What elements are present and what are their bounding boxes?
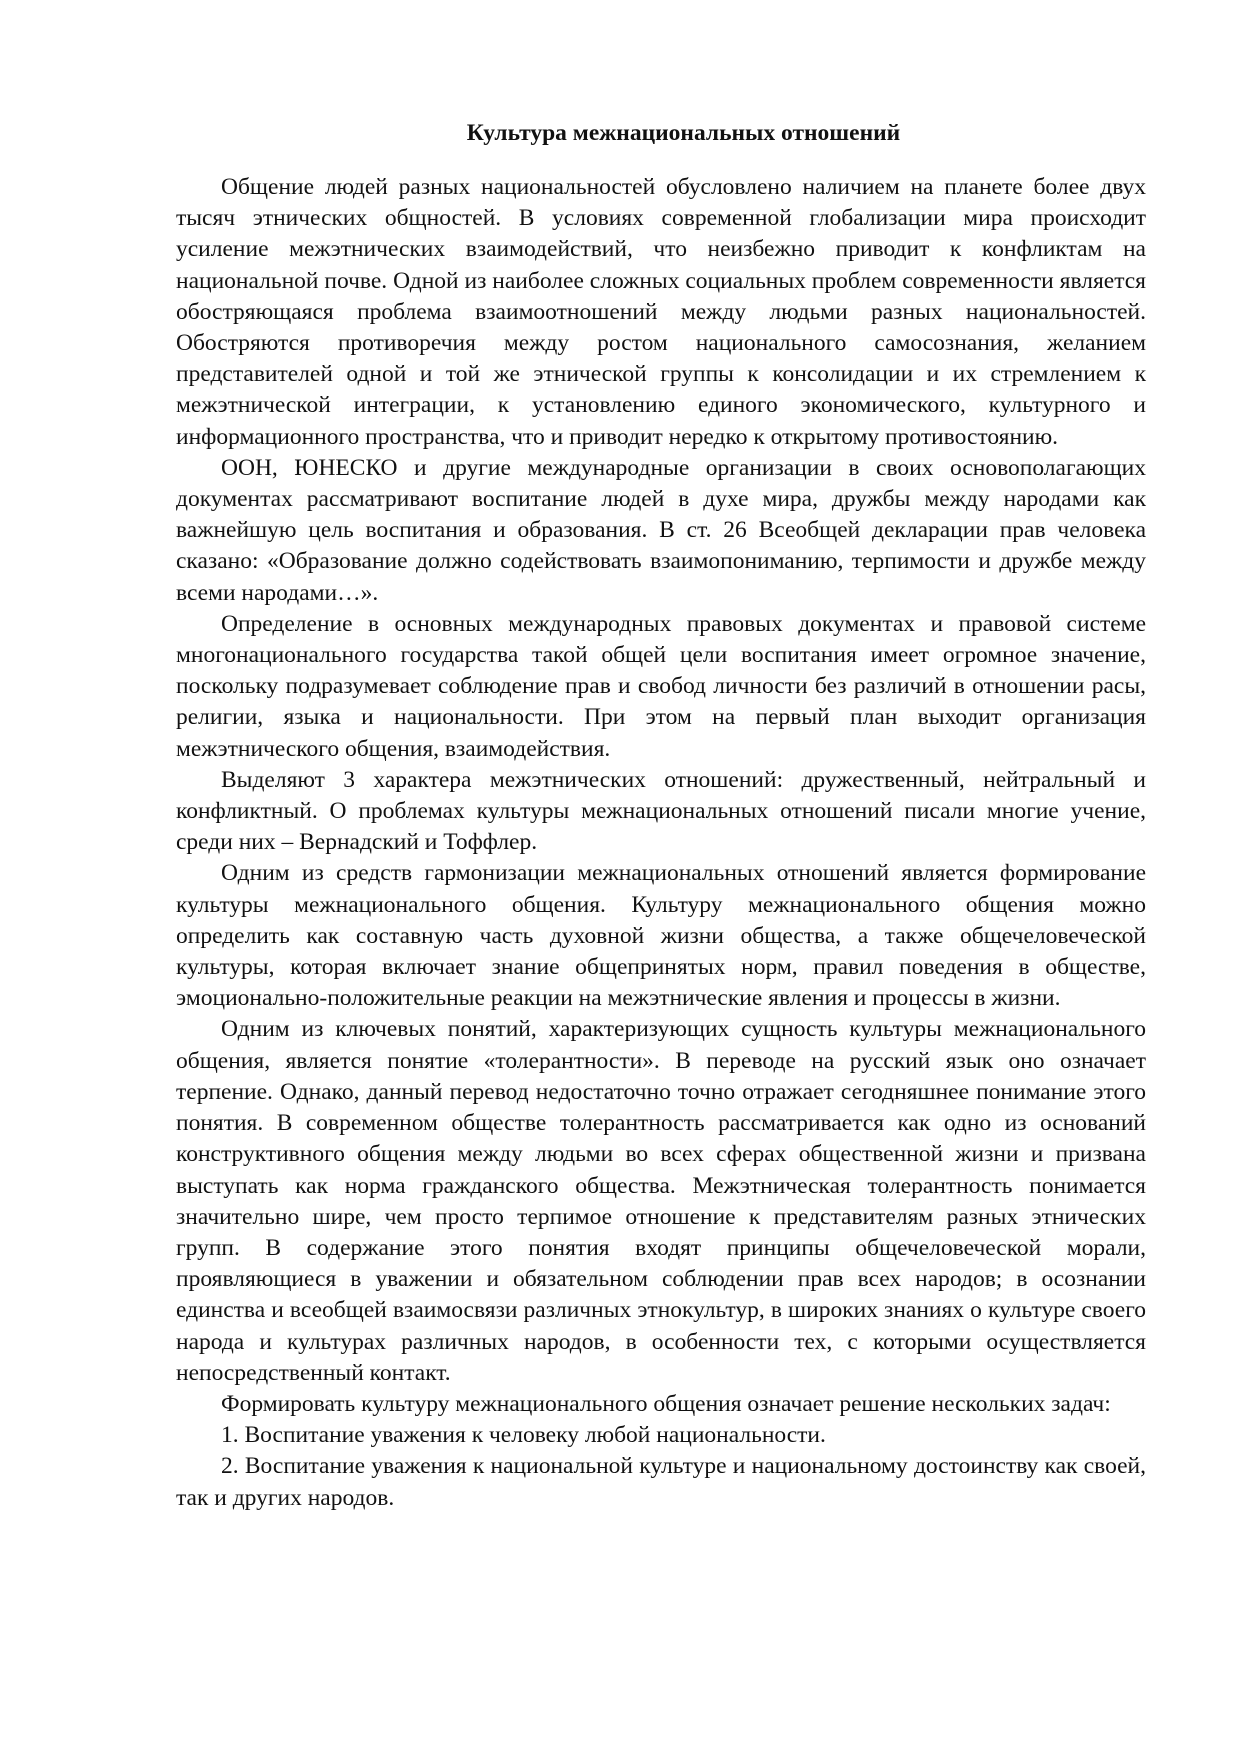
list-item-1: 1. Воспитание уважения к человеку любой национальности.	[221, 1422, 826, 1449]
paragraph-2: ООН, ЮНЕСКО и другие международные организации в своих основополагающих документах рассматривают воспитание людей в духе мира, дружбы между народами как важнейшую цель воспитания и образования. В ст. 26 Всеобщей декларации прав человека сказано: «Образование должно содействовать взаимопониманию, терпимости и дружбе между всеми народами…».	[176, 454, 1146, 606]
document-page	[176, 118, 1146, 1514]
paragraph-7: Формировать культуру межнационального общения означает решение нескольких задач:	[221, 1390, 1111, 1417]
paragraph-6: Одним из ключевых понятий, характеризующих сущность культуры межнационального общения, является понятие «толерантности». В переводе на русский язык оно означает терпение. Однако, данный перевод недостаточно точно отражает сегодняшнее понимание этого понятия. В современном обществе толерантность рассматривается как одно из оснований конструктивного общения между людьми во всех сферах общественной жизни и призвана выступать как норма гражданского общества. Межэтническая толерантность понимается значительно шире, чем просто терпимое отношение к представителям разных этнических групп. В содержание этого понятия входят принципы общечеловеческой морали, проявляющиеся в уважении и обязательном соблюдении прав всех народов; в осознании единства и всеобщей взаимосвязи различных этнокультур, в широких знаниях о культуре своего народа и культурах различных народов, в особенности тех, с которыми осуществляется непосредственный контакт.	[176, 1016, 1146, 1386]
paragraph-3: Определение в основных международных правовых документах и правовой системе многонационального государства такой общей цели воспитания имеет огромное значение, поскольку подразумевает соблюдение прав и свобод личности без различий в отношении расы, религии, языка и национальности. При этом на первый план выходит организация межэтнического общения, взаимодействия.	[176, 610, 1146, 762]
list-item-2: 2. Воспитание уважения к национальной культуре и национальному достоинству как своей, так и других народов.	[176, 1453, 1146, 1511]
paragraph-4: Выделяют 3 характера межэтнических отношений: дружественный, нейтральный и конфликтный. О проблемах культуры межнациональных отношений писали многие учение, среди них – Вернадский и Тоффлер.	[176, 766, 1146, 856]
document-title: Культура межнациональных отношений	[466, 120, 901, 146]
paragraph-1: Общение людей разных национальностей обусловлено наличием на планете более двух тысяч этнических общностей. В условиях современной глобализации мира происходит усиление межэтнических взаимодействий, что неизбежно приводит к конфликтам на национальной почве. Одной из наиболее сложных социальных проблем современности является обостряющаяся проблема взаимоотношений между людьми разных национальностей. Обостряются противоречия между ростом национального самосознания, желанием представителей одной и той же этнической группы к консолидации и их стремлением к межэтнической интеграции, к установлению единого экономического, культурного и информационного пространства, что и приводит нередко к открытому противостоянию.	[176, 174, 1146, 450]
paragraph-5: Одним из средств гармонизации межнациональных отношений является формирование культуры межнационального общения. Культуру межнационального общения можно определить как составную часть духовной жизни общества, а также общечеловеческой культуры, которая включает знание общепринятых норм, правил поведения в обществе, эмоционально-положительные реакции на межэтнические явления и процессы в жизни.	[176, 860, 1146, 1012]
